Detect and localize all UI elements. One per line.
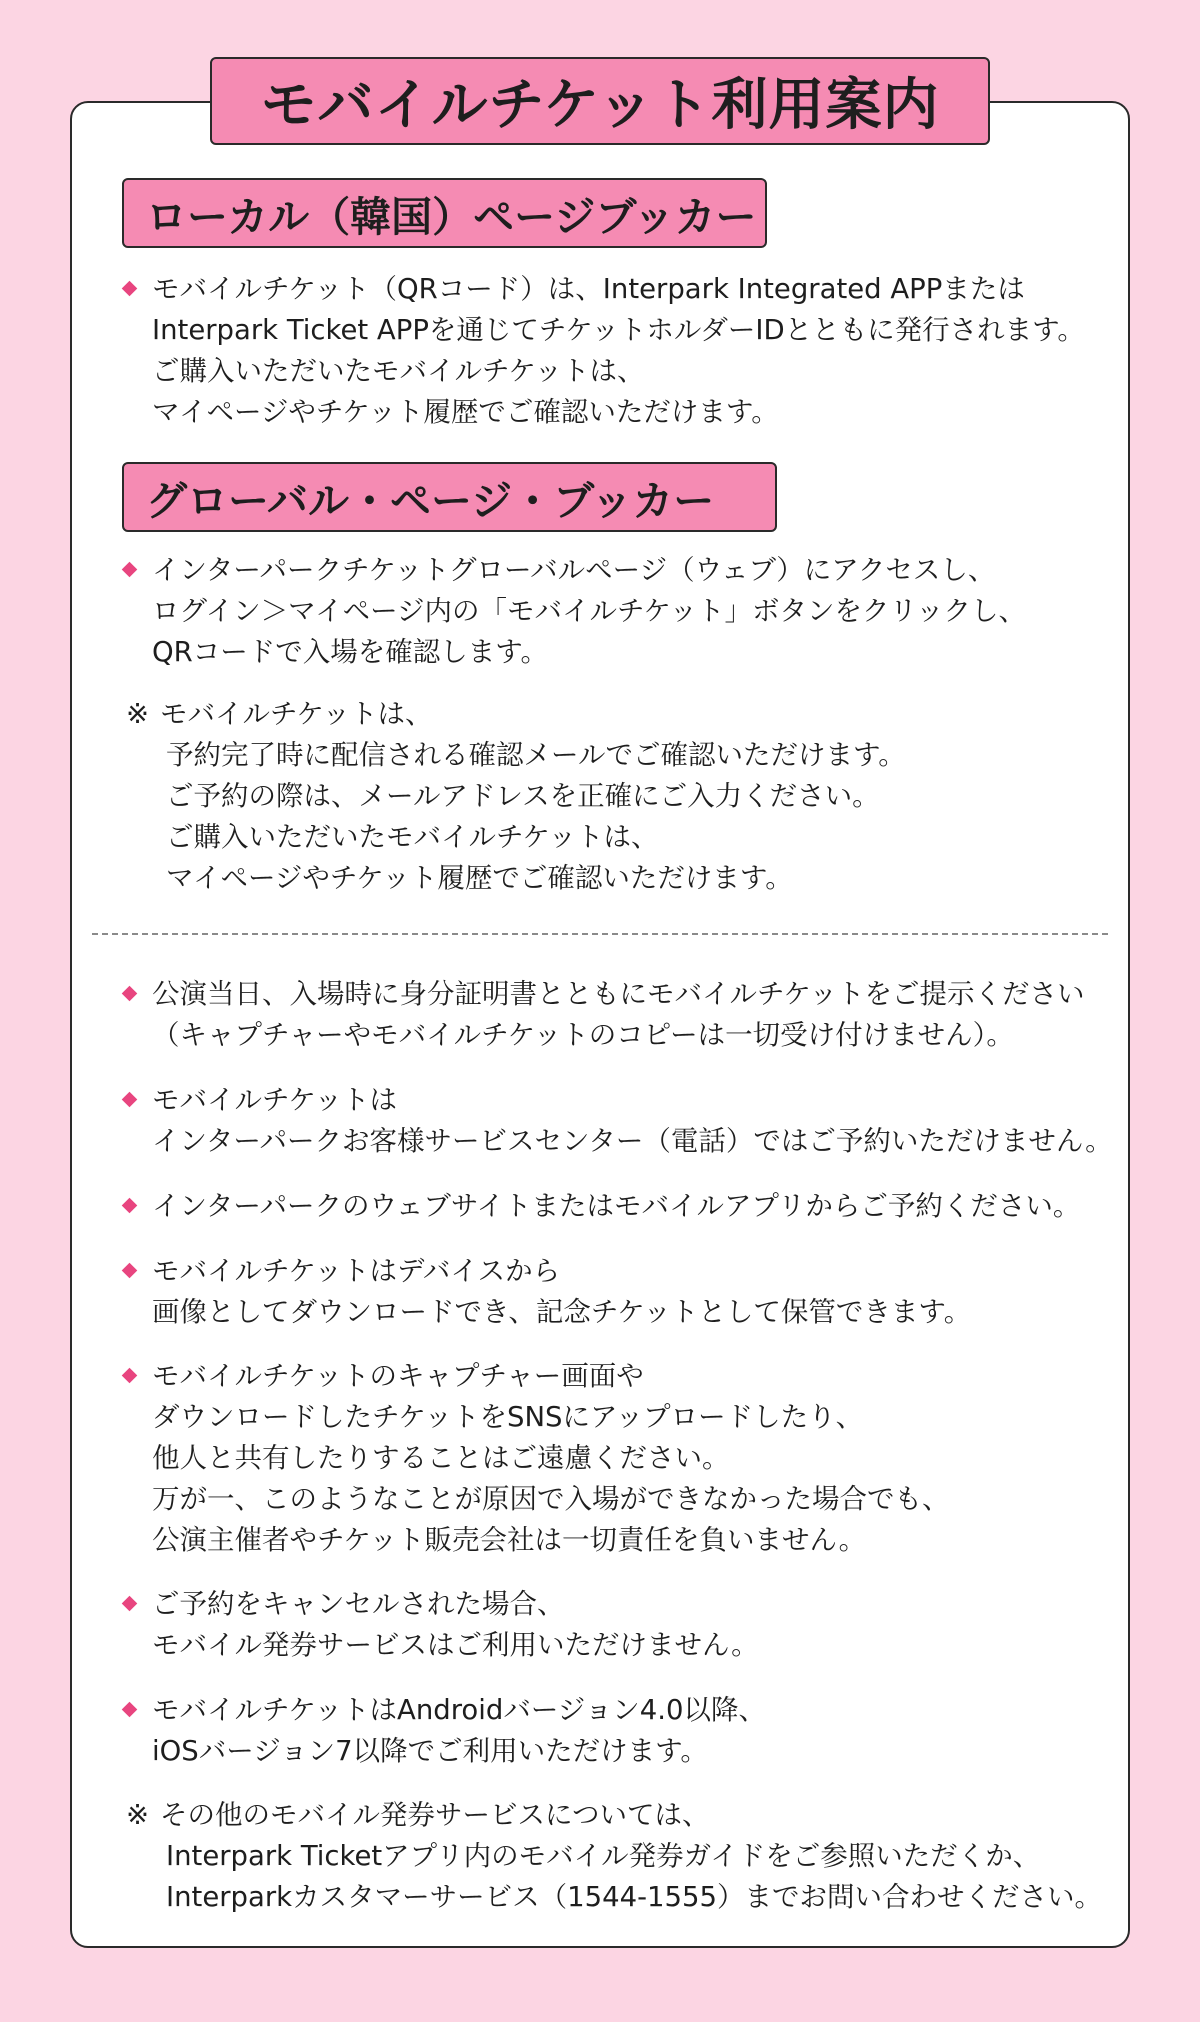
dashed-divider: [92, 933, 1108, 935]
note-global: ※ モバイルチケットは、 予約完了時に配信される確認メールでご確認いただけます。 ご予約の際は、メールアドレスを正確にご入力ください。 ご購入いただいたモバイルチケットは、 マイページやチケット履歴でご確認いただけます。: [126, 694, 906, 899]
page-title: モバイルチケット利用案内: [210, 57, 990, 145]
list-item: モバイルチケット（QRコード）は、Interpark Integrated APPまたは Interpark Ticket APPを通じてチケットホルダーIDとともに発行されます。 ご購入いただいたモバイルチケットは、 マイページやチケット履歴でご確認いただけます。: [122, 269, 1085, 433]
section-heading-global: グローバル・ページ・ブッカー: [122, 462, 777, 532]
list-item: ご予約をキャンセルされた場合、 モバイル発券サービスはご利用いただけません。: [122, 1584, 759, 1666]
list-item: モバイルチケットはデバイスから 画像としてダウンロードでき、記念チケットとして保管できます。: [122, 1251, 971, 1333]
list-item: インターパークのウェブサイトまたはモバイルアプリからご予約ください。: [122, 1186, 1080, 1227]
list-item: インターパークチケットグローバルページ（ウェブ）にアクセスし、 ログイン＞マイページ内の「モバイルチケット」ボタンをクリックし、 QRコードで入場を確認します。: [122, 550, 1026, 673]
reference-mark-icon: ※: [126, 698, 150, 730]
reference-mark-icon: ※: [126, 1799, 150, 1831]
section-heading-local: ローカル（韓国）ページブッカー: [122, 178, 767, 248]
list-item: 公演当日、入場時に身分証明書とともにモバイルチケットをご提示ください （キャプチャーやモバイルチケットのコピーは一切受け付けません）。: [122, 974, 1085, 1056]
list-item: モバイルチケットのキャプチャー画面や ダウンロードしたチケットをSNSにアップロードしたり、 他人と共有したりすることはご遠慮ください。 万が一、このようなことが原因で入場ができなかった場合でも、 公演主催者やチケット販売会社は一切責任を負いません。: [122, 1356, 950, 1561]
list-item: モバイルチケットはAndroidバージョン4.0以降、 iOSバージョン7以降でご利用いただけます。: [122, 1690, 766, 1772]
note-general: ※ その他のモバイル発券サービスについては、 Interpark Ticketアプリ内のモバイル発券ガイドをご参照いただくか、 Interparkカスタマーサービス（1544-1555）までお問い合わせください。: [126, 1795, 1102, 1918]
list-item: モバイルチケットは インターパークお客様サービスセンター（電話）ではご予約いただけません。: [122, 1080, 1113, 1162]
